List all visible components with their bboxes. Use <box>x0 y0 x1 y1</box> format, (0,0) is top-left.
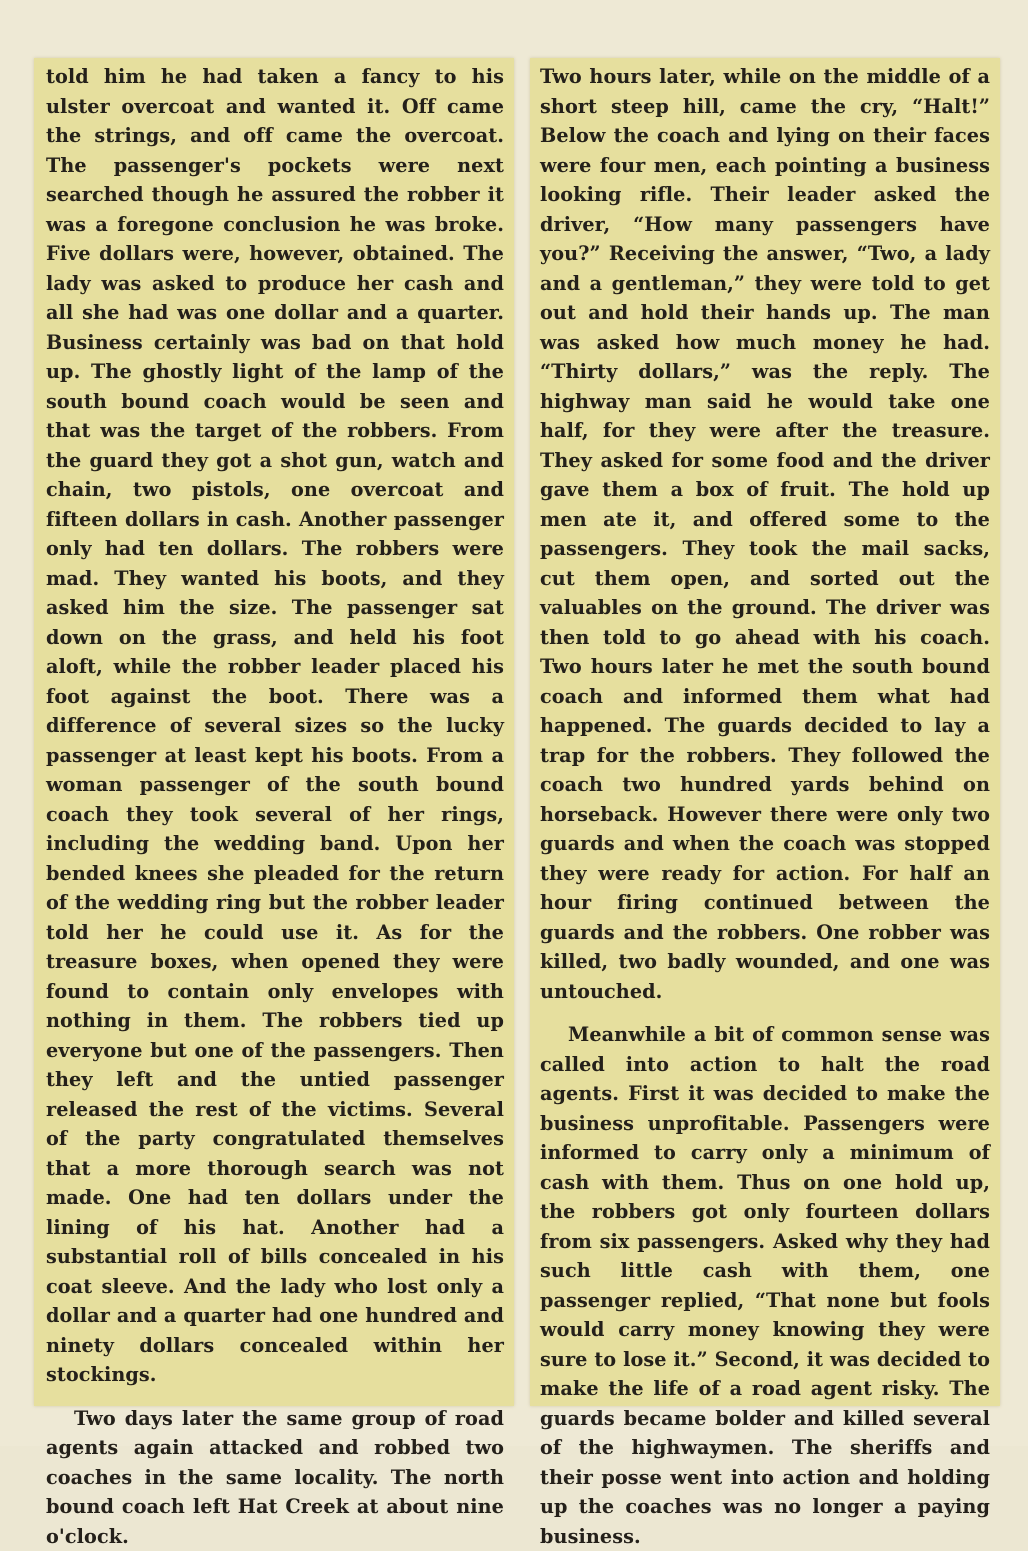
right-column <box>540 62 990 1551</box>
left-column <box>46 62 504 1551</box>
right-paragraph-2: Meanwhile a bit of common sense was called into action to halt the road agents. First it was decided to make the business unprofitable. Passengers were informed to carry only a minimum of cash with them. Thus on one hold up, the robbers got only fourteen dollars from six passengers. Asked why they had such little cash with them, one passenger replied, “That none but fools would carry money knowing they were sure to lose it.” Second, it was decided to make the life of a road agent risky. The guards became bolder and killed several of the highwaymen. The sheriffs and their posse went into action and holding up the coaches was no longer a paying business. <box>540 1020 990 1551</box>
right-paragraph-1: Two hours later, while on the middle of a short steep hill, came the cry, “Halt!” Below the coach and lying on their faces were four men, each pointing a business looking rifle. Their leader asked the driver, “How many passengers have you?” Receiving the answer, “Two, a lady and a gentleman,” they were told to get out and hold their hands up. The man was asked how much money he had. “Thirty dollars,” was the reply. The highway man said he would take one half, for they were after the treasure. They asked for some food and the driver gave them a box of fruit. The hold up men ate it, and offered some to the passengers. They took the mail sacks, cut them open, and sorted out the valuables on the ground. The driver was then told to go ahead with his coach. Two hours later he met the south bound coach and informed them what had happened. The guards decided to lay a trap for the robbers. They followed the coach two hundred yards behind on horseback. However there were only two guards and when the coach was stopped they were ready for action. For half an hour firing continued between the guards and the robbers. One robber was killed, two badly wounded, and one was untouched. <box>540 62 990 1006</box>
left-paragraph-2: Two days later the same group of road agents again attacked and robbed two coaches in the same locality. The north bound coach left Hat Creek at about nine o'clock. <box>46 1404 504 1551</box>
left-paragraph-1: told him he had taken a fancy to his ulster overcoat and wanted it. Off came the strings, and off came the overcoat. The passenger's pockets were next searched though he assured the robber it was a foregone conclusion he was broke. Five dollars were, however, obtained. The lady was asked to produce her cash and all she had was one dollar and a quarter. Business certainly was bad on that hold up. The ghostly light of the lamp of the south bound coach would be seen and that was the target of the robbers. From the guard they got a shot gun, watch and chain, two pistols, one overcoat and fifteen dollars in cash. Another passenger only had ten dollars. The robbers were mad. They wanted his boots, and they asked him the size. The passenger sat down on the grass, and held his foot aloft, while the robber leader placed his foot against the boot. There was a difference of several sizes so the lucky passenger at least kept his boots. From a woman passenger of the south bound coach they took several of her rings, including the wedding band. Upon her bended knees she pleaded for the return of the wedding ring but the robber leader told her he could use it. As for the treasure boxes, when opened they were found to contain only envelopes with nothing in them. The robbers tied up everyone but one of the passengers. Then they left and the untied passenger released the rest of the victims. Several of the party congratulated themselves that a more thorough search was not made. One had ten dollars under the lining of his hat. Another had a substantial roll of bills concealed in his coat sleeve. And the lady who lost only a dollar and a quarter had one hundred and ninety dollars concealed within her stockings. <box>46 62 504 1390</box>
